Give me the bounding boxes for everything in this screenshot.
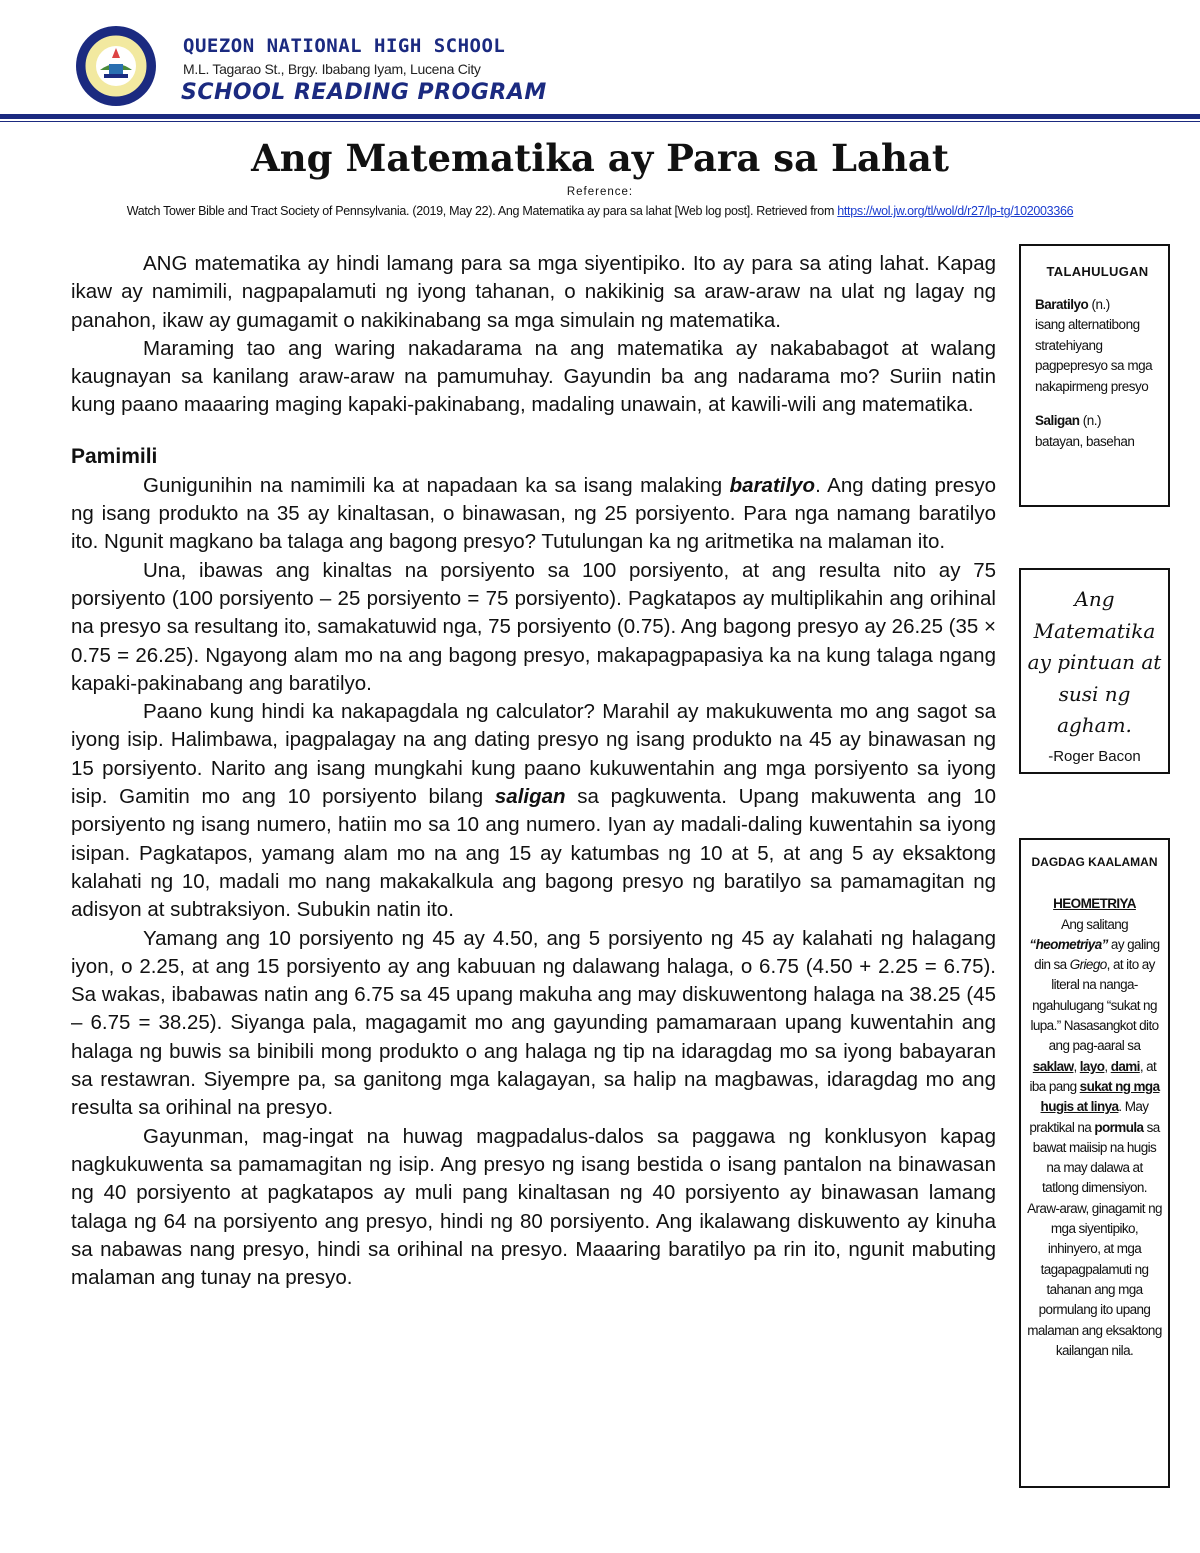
extra-knowledge-box bbox=[1019, 838, 1170, 1488]
paragraph-2: Maraming tao ang waring nakadarama na ang matematika ay nakababagot at walang kaugnayan sa kanilang araw-araw na pamumuhay. Gayundin ba ang nadarama mo? Suriin natin kung paano maaaring maging kapaki-pakinabang, madaling unawain, at kawili-wili ang matematika. bbox=[71, 336, 996, 417]
text-span: Ang salitang bbox=[1060, 916, 1129, 932]
quote-box bbox=[1019, 568, 1170, 774]
text-span: sa pagkuwenta. Upang makuwenta ang 10 porsiyento ng isang numero, hatiin mo sa 10 ang numero. Iyan ay madali-daling kuwentahin sa iyong isipan. Pagkatapos, yamang alam mo na ang 15 ay katumbas ng 10 at 5, at ang 5 ay eksaktong kalahati ng 10, madali mo nang makakalkula ang bagong presyo ng baratilyo sa pamamagitan ng adisyon at subtraksiyon. Subukin natin ito. bbox=[71, 785, 997, 922]
paragraph-6: Yamang ang 10 porsiyento ng 45 ay 4.50, ang 5 porsiyento ng 45 ay kalahati ng halagang iyon, o 2.25, at ang 15 porsiyento ay ang kabuuan ng dalawang halaga, o 6.75 (4.50 + 2.25 = 6.75). Sa wakas, ibabawas natin ang 6.75 sa 45 upang makuha ang may diskuwentong halaga na 38.25 (45 – 6.75 = 38.25). Siyanga pala, magagamit mo ang gayunding pamamaraan upang kuwentahin ang halaga ng buwis sa binibili mong produkto o ang halaga ng tip na idaragdag mo sa iyong babayaran sa restawran. Siyempre pa, sa ganitong mga kalagayan, sa halip na magbawas, idaragdag mo ang resulta sa orihinal na presyo. bbox=[71, 926, 996, 1120]
paragraph-intro: ANG matematika ay hindi lamang para sa mga siyentipiko. Ito ay para sa ating lahat. Kapag ikaw ay namimili, nagpapalamuti ng iyong tahanan, o nakikinig sa araw-araw na ulat ng lagay ng panahon, ikaw ay gumagamit o nakikinabang sa mga simulain ng matematika. bbox=[71, 252, 996, 332]
school-name: QUEZON NATIONAL HIGH SCHOOL bbox=[183, 35, 506, 57]
text-span: Paano kung hindi ka nakapagdala ng calculator? Marahil ay makukuwenta mo ang sagot sa iyong isip. Halimbawa, ipagpalagay na ang dating presyo ng isang produkto na 45 ay binawasan ng 15 porsiyento. Narito ang isang mungkahi kung paano kukuwentahin ang mga porsiyento sa iyong isip. Gamitin mo ang 10 porsiyento bilang bbox=[71, 700, 996, 809]
header-divider-thin bbox=[0, 121, 1200, 122]
keyword-sukat: sukat ng mga hugis at linya bbox=[1040, 1078, 1160, 1115]
text-span: , at iba pang bbox=[1029, 1058, 1157, 1094]
text-span: , bbox=[1073, 1058, 1080, 1074]
keyword-dami: dami bbox=[1110, 1058, 1140, 1074]
keyword-saklaw: saklaw bbox=[1032, 1058, 1074, 1074]
glossary-definition: batayan, basehan bbox=[1035, 433, 1135, 449]
reference-link[interactable]: https://wol.jw.org/tl/wol/d/r27/lp-tg/102003366 bbox=[837, 204, 1074, 218]
term-heometriya: “heometriya” bbox=[1029, 936, 1108, 952]
text-span: . May praktikal na bbox=[1029, 1099, 1149, 1135]
extra-body bbox=[1027, 915, 1162, 1362]
paragraph-5 bbox=[71, 698, 996, 924]
term-griego: Griego bbox=[1069, 957, 1107, 973]
text-span: ay galing din sa bbox=[1034, 936, 1160, 973]
glossary-term: Baratilyo bbox=[1035, 296, 1089, 312]
article-body bbox=[71, 250, 996, 1292]
section-heading: Pamimili bbox=[71, 444, 158, 468]
school-address: M.L. Tagarao St., Brgy. Ibabang Iyam, Lucena City bbox=[183, 61, 481, 77]
header-divider bbox=[0, 114, 1200, 119]
reference-label: Reference: bbox=[566, 186, 634, 198]
glossary-entry bbox=[1035, 411, 1160, 432]
paragraph-3 bbox=[71, 472, 996, 557]
page-title: Ang Matematika ay Para sa Lahat bbox=[251, 136, 949, 180]
quote-author: -Roger Bacon bbox=[1048, 747, 1141, 765]
extra-title: DAGDAG KAALAMAN bbox=[1031, 855, 1158, 869]
reference-citation bbox=[0, 204, 1200, 218]
glossary-term: Saligan bbox=[1035, 413, 1080, 428]
glossary-pos: (n.) bbox=[1079, 413, 1102, 428]
reference-text: Watch Tower Bible and Tract Society of Pennsylvania. (2019, May 22). Ang Matematika ay para sa lahat [Web log post]. Retrieved from bbox=[126, 204, 838, 218]
quote-text: Ang Matematika ay pintuan at susi ng agham. bbox=[1027, 587, 1162, 737]
extra-heading: HEOMETRIYA bbox=[1053, 896, 1136, 912]
glossary-definition: isang alternatibong stratehiyang pagpepresyo sa mga nakapirmeng presyo bbox=[1035, 317, 1153, 394]
keyword-layo: layo bbox=[1079, 1058, 1105, 1074]
glossary-entry bbox=[1035, 295, 1160, 316]
school-seal-icon bbox=[74, 24, 158, 108]
keyword-pormula: pormula bbox=[1094, 1119, 1144, 1135]
text-span: , bbox=[1104, 1058, 1111, 1074]
program-title: SCHOOL READING PROGRAM bbox=[181, 80, 547, 105]
paragraph-7: Gayunman, mag-ingat na huwag magpadalus-dalos sa paggawa ng konklusyon kapag nagkukuwenta sa pamamagitan ng isip. Ang presyo ng isang bestida o isang pantalon na binawasan ng 40 porsiyento at pagkatapos ay muli pang kinaltasan ng 40 porsiyento ay binawasan lamang talaga ng 64 na porsiyento ang presyo, hindi ng 80 porsiyento. Ang ikalawang diskuwento ay kinuha sa nabawas nang presyo, hindi sa orihinal na presyo. Maaaring baratilyo pa rin ito, ngunit mabuting malaman ang tunay na presyo. bbox=[71, 1124, 996, 1290]
glossary-title: TALAHULUGAN bbox=[1046, 264, 1149, 279]
glossary-pos: (n.) bbox=[1088, 296, 1110, 312]
text-span: sa bawat maiisip na hugis na may dalawa at tatlong dimensiyon. Araw-araw, ginagamit ng mga siyentipiko, inhinyero, at mga tagapagpalamuti ng tahanan ang mga pormulang ito upang malaman ang eksaktong kailangan nila. bbox=[1027, 1119, 1162, 1358]
text-span: , at ito ay literal na nanga-ngahulugang “sukat ng lupa.” Nasasangkot dito ang pag-aaral sa bbox=[1030, 957, 1159, 1054]
text-span: . Ang dating presyo ng isang produkto na 35 ay kinaltasan, o binawasan, ng 25 porsiyento. Para nga namang baratilyo ito. Ngunit magkano ba talaga ang bagong presyo? Tutulungan ka ng aritmetika na malaman ito. bbox=[71, 473, 996, 554]
term-baratilyo: baratilyo bbox=[729, 473, 816, 497]
text-span: Gunigunihin na namimili ka at napadaan ka sa isang malaking bbox=[143, 473, 730, 497]
term-saligan: saligan bbox=[494, 785, 566, 809]
glossary-box bbox=[1019, 244, 1170, 507]
paragraph-4: Una, ibawas ang kinaltas na porsiyento sa 100 porsiyento, at ang resulta nito ay 75 porsiyento (100 porsiyento – 25 porsiyento = 75 porsiyento). Pagkatapos ay multiplikahin ang orihinal na presyo sa resultang ito, samakatuwid nga, 75 porsiyento (0.75). Ang bagong presyo ay 26.25 (35 × 0.75 = 26.25). Ngayong alam mo na ang bagong presyo, makapagpapasiya ka na kung talaga ngang kapaki-pakinabang ang baratilyo. bbox=[71, 558, 996, 695]
